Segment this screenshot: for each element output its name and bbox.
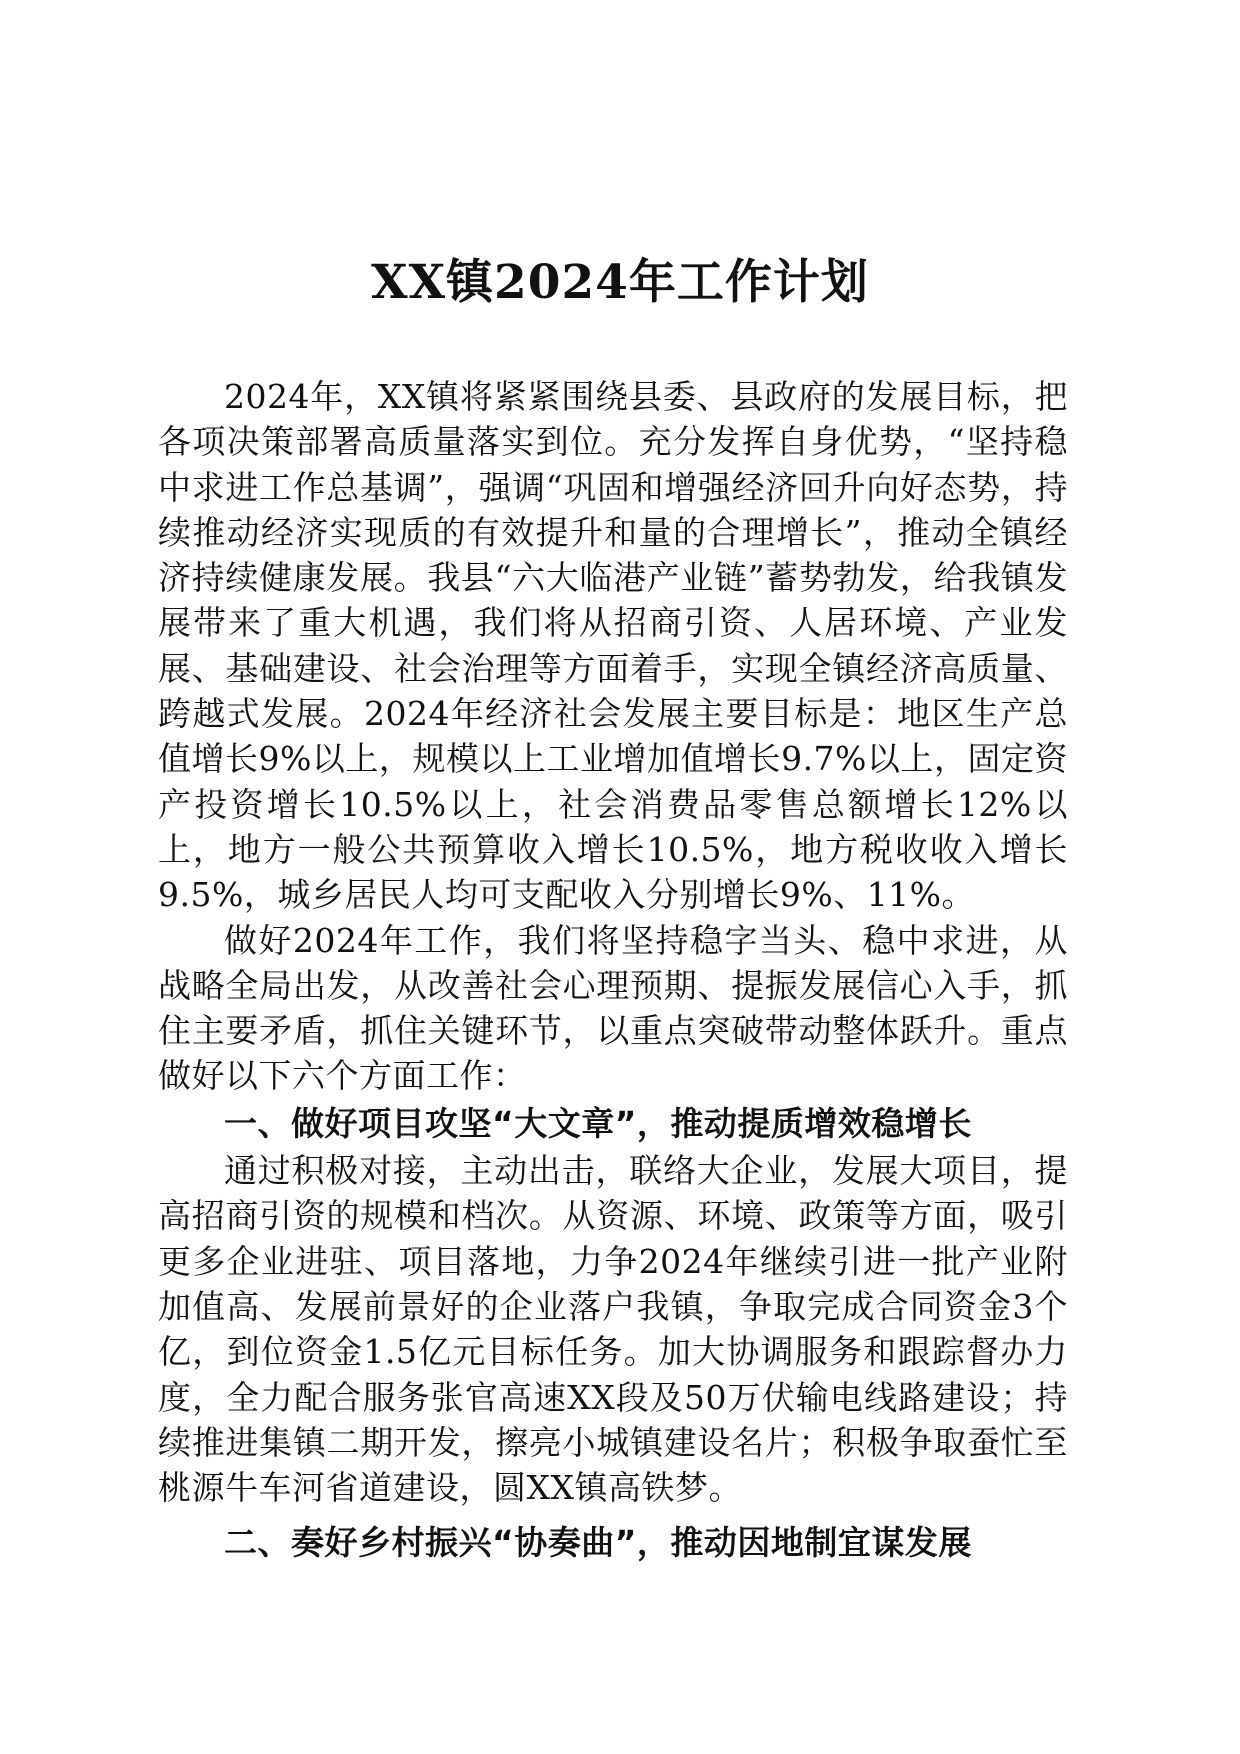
section-heading-1: 一、做好项目攻坚“大文章”，推动提质增效稳增长 xyxy=(224,1103,972,1143)
paragraph-overview: 做好2024年工作，我们将坚持稳字当头、稳中求进，从战略全局出发，从改善社会心理预期、提振发展信心入手，抓住主要矛盾，抓住关键环节，以重点突破带动整体跃升。重点做好以下六个方面工作： xyxy=(158,920,1068,1096)
paragraph-intro: 2024年，XX镇将紧紧围绕县委、县政府的发展目标，把各项决策部署高质量落实到位。充分发挥自身优势，“坚持稳中求进工作总基调”，强调“巩固和增强经济回升向好态势，持续推动经济实现质的有效提升和量的合理增长”，推动全镇经济持续健康发展。我县“六大临港产业链”蓄势勃发，给我镇发展带来了重大机遇，我们将从招商引资、人居环境、产业发展、基础建设、社会治理等方面着手，实现全镇经济高质量、跨越式发展。2024年经济社会发展主要目标是：地区生产总值增长9%以上，规模以上工业增加值增长9.7%以上，固定资产投资增长10.5%以上，社会消费品零售总额增长12%以上，地方一般公共预算收入增长10.5%，地方税收收入增长9.5%，城乡居民人均可支配收入分别增长9%、11%。 xyxy=(158,377,1068,915)
section-heading-2: 二、奏好乡村振兴“协奏曲”，推动因地制宜谋发展 xyxy=(224,1523,972,1563)
paragraph-section-1: 通过积极对接，主动出击，联络大企业，发展大项目，提高招商引资的规模和档次。从资源、环境、政策等方面，吸引更多企业进驻、项目落地，力争2024年继续引进一批产业附加值高、发展前景好的企业落户我镇，争取完成合同资金3个亿，到位资金1.5亿元目标任务。加大协调服务和跟踪督办力度，全力配合服务张官高速XX段及50万伏输电线路建设；持续推进集镇二期开发，擦亮小城镇建设名片；积极争取蚕忙至桃源牛车河省道建设，圆XX镇高铁梦。 xyxy=(158,1151,1068,1508)
document-body xyxy=(158,374,1068,1566)
page-title: XX镇2024年工作计划 xyxy=(371,255,869,310)
